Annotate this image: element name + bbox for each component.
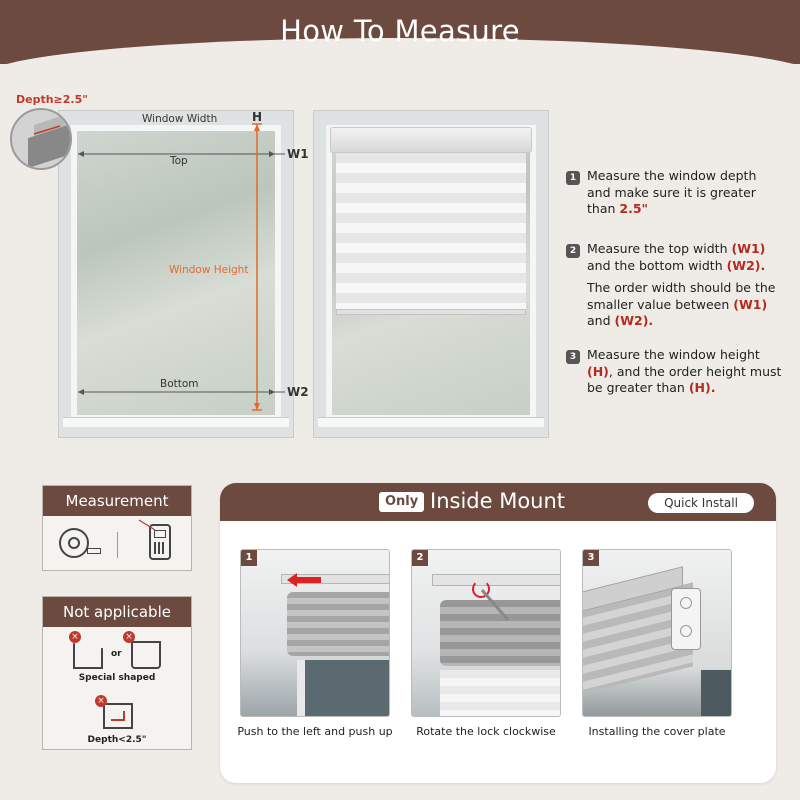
- tape-measure-icon: [59, 528, 89, 558]
- step-3-number: 3: [566, 350, 580, 364]
- h-mark: H: [252, 110, 263, 124]
- install-step-2-photo: [411, 549, 561, 717]
- install-step-2-number: 2: [412, 550, 428, 566]
- install-panel: [220, 483, 776, 783]
- window-width-label: Window Width: [142, 113, 218, 125]
- step-1: [567, 168, 782, 218]
- or-label: or: [111, 649, 122, 659]
- no-icon: ×: [123, 631, 135, 643]
- install-step-2-caption: Rotate the lock clockwise: [416, 725, 556, 738]
- bracket-cover-plate-icon: [671, 588, 701, 650]
- step-2-text-b: and the bottom width: [587, 257, 727, 273]
- step-1-text: Measure the window depth and make sure it is greater than: [587, 168, 757, 216]
- blind-bottom-rail: [336, 309, 526, 315]
- quick-install-badge: Quick Install: [648, 493, 754, 513]
- tape-measure-end: [87, 548, 101, 554]
- inside-mount-title: Inside Mount: [430, 489, 566, 513]
- only-badge: Only: [379, 492, 424, 512]
- measurement-title: Measurement: [43, 486, 191, 516]
- step-2-text-c: The order width should be the smaller value between: [587, 280, 776, 312]
- step-3-h: (H): [587, 363, 609, 379]
- special-shaped-label: Special shaped: [78, 673, 156, 683]
- window-height-label: Window Height: [169, 264, 249, 276]
- step-3-h2: (H).: [688, 380, 716, 395]
- not-applicable-title: Not applicable: [43, 597, 191, 627]
- top-label: Top: [170, 155, 188, 167]
- not-applicable-box: [42, 596, 192, 750]
- no-icon: ×: [69, 631, 81, 643]
- install-step-1-caption: Push to the left and push up: [237, 725, 393, 738]
- window-sill: [63, 417, 289, 427]
- step-1-number: 1: [566, 171, 580, 185]
- install-step-3-photo: [582, 549, 732, 717]
- step-2-w1b: (W1): [733, 296, 768, 312]
- push-left-arrow-icon: [287, 572, 321, 582]
- step-2-w2: (W2).: [726, 257, 766, 273]
- bottom-label: Bottom: [160, 378, 199, 390]
- install-step-3-number: 3: [583, 550, 599, 566]
- window-sill: [318, 417, 544, 427]
- blind-headrail: [330, 127, 532, 153]
- step-3-text-a: Measure the window height: [587, 347, 760, 362]
- step-2-w1: (W1): [731, 241, 766, 256]
- measurement-box: [42, 485, 192, 571]
- depth-label: Depth≥2.5": [16, 93, 88, 106]
- install-step-1-photo: [240, 549, 390, 717]
- install-step-1-number: 1: [241, 550, 257, 566]
- step-3-text-b: , and the order height must be greater than: [587, 363, 782, 395]
- step-2: [567, 241, 782, 330]
- shallow-depth-icon: [103, 703, 133, 729]
- laser-beam-icon: [137, 518, 167, 538]
- install-step-3-caption: Installing the cover plate: [588, 725, 726, 738]
- screwdriver-icon: [478, 586, 518, 626]
- step-2-text-d: and: [587, 313, 615, 328]
- no-icon: ×: [95, 695, 107, 707]
- w2-label: W2: [287, 385, 309, 399]
- special-shape-icon-a: [73, 643, 103, 669]
- depth-detail-icon: [10, 108, 72, 170]
- window-right: [313, 110, 549, 438]
- zebra-blind: [336, 153, 526, 313]
- w1-label: W1: [287, 147, 309, 161]
- step-2-text-a: Measure the top width: [587, 241, 732, 256]
- step-2-number: 2: [566, 244, 580, 258]
- page-title: How To Measure: [280, 14, 520, 48]
- divider: [117, 532, 118, 558]
- special-shape-icon-b: [131, 641, 161, 669]
- step-3: [567, 347, 782, 397]
- step-1-value: 2.5": [619, 201, 649, 216]
- depth-less-label: Depth<2.5": [87, 735, 147, 745]
- step-2-w2b: (W2).: [614, 313, 654, 328]
